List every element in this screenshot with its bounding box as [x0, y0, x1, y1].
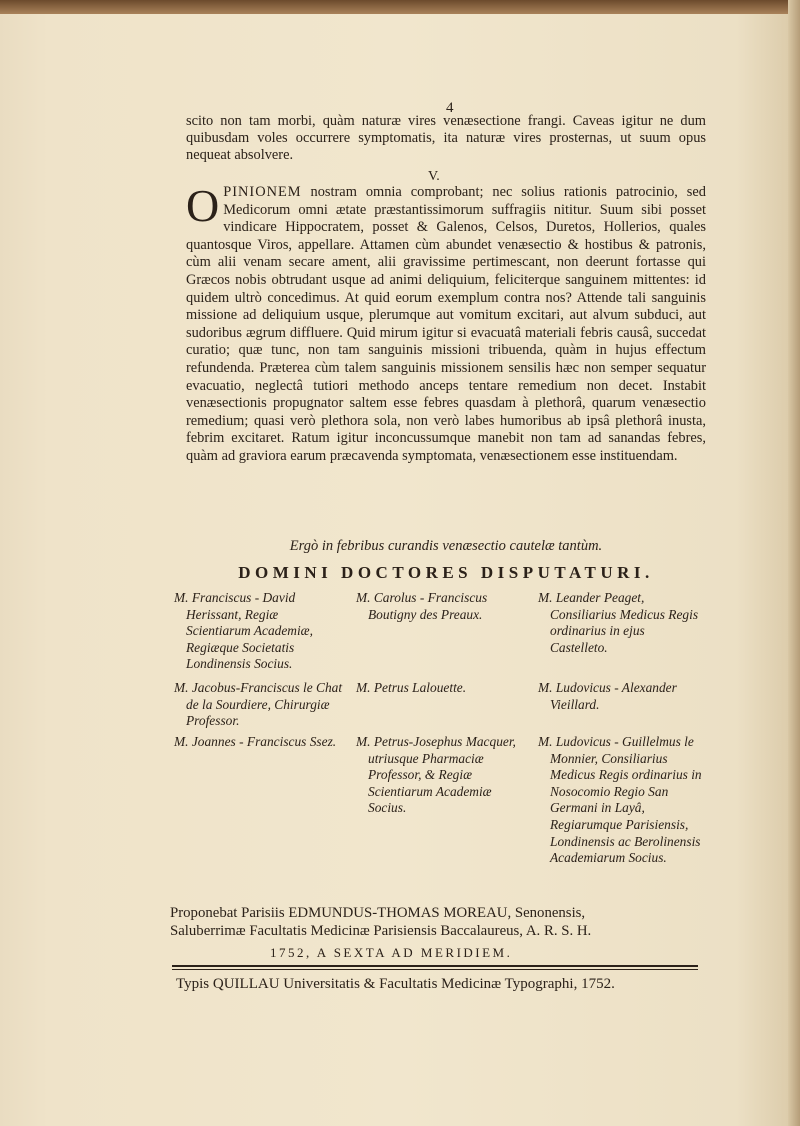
- proponebat-line-1: Proponebat Parisiis EDMUNDUS-THOMAS MOREAU, Senonensis,: [170, 905, 586, 921]
- proponebat-block: [170, 905, 710, 940]
- paragraph-opinionem: [186, 180, 706, 466]
- doctor-entry: M. Leander Peaget, Consiliarius Medicus Regis ordinarius in ejus Castelleto.: [538, 590, 699, 655]
- book-top-edge: [0, 0, 800, 14]
- doctor-entry: M. Petrus Lalouette.: [356, 680, 467, 695]
- doctor-entry: M. Ludovicus - Guillelmus le Monnier, Consiliarius Medicus Regis ordinarius in Nosocomio Regio San Germani in Layâ, Regiarumque Parisiensis, Londinensis ac Berolinensis Academiarum Socius.: [538, 734, 702, 866]
- page-number: 4: [446, 100, 454, 116]
- doctor-entry: M. Carolus - Franciscus Boutigny des Preaux.: [356, 590, 488, 622]
- paragraph-continuation: scito non tam morbi, quàm naturæ vires venæsectione frangi. Caveas igitur ne dum quibusdam voles occurrere symptomatis, ita naturæ vires prosternas, ut suum opus nequeat absolvere.: [186, 113, 706, 164]
- doctor-entry: M. Ludovicus - Alexander Vieillard.: [538, 680, 677, 712]
- book-right-edge: [788, 0, 800, 1126]
- divider-rule-thin: [172, 969, 698, 970]
- date-line: 1752, A SEXTA AD MERIDIEM.: [270, 945, 513, 960]
- paragraph-body: nostram omnia comprobant; nec solius rationis patrocinio, sed Medicorum omni ætate præstantissimorum suffragiis nititur. Suum sibi posset vindicare Hippocratem, posset & Galenos, Celsos, Duretos, Hollerios, quales quantosque Viros, appellare. Attamen cùm abundet venæsectio & hostibus & patronis, cùm alii venam secare ament, alii gravissime pertimescant, non deerunt fortasse qui Græcos nobis obtrudant usque ad animi deliquium, feliciterque sanguinem mittentes: id quidem ultrò concedimus. At quid eorum exemplum contra nos? Attende tali sanguinis missione ad deliquium usque, plerumque aut vomitum excitari, aut alvum subduci, aut sudoribus ægrum diffluere. Quid mirum igitur si evacuatâ materiali febris causâ, succedat curatio; quæ tunc, non tam sanguinis missioni tribuenda, quàm in hujus effectum refundenda. Præterea cùm talem sanguinis missionem sensilis hæc non semper sequatur evacuatio, neglectâ tutiori methodo anceps tentare remedium non decet. Instabit venæsectionis propugnator saltem esse febres quasdam à plethorâ, quarum venæsectio remedium; quasi verò plethora sola, non verò labes humoribus ab ipsâ plethorâ inusta, febrim excitaret. Ratum igitur inconcussumque manebit non tam ad sanandas febres, quàm ad graviora earum præcavenda symptomata, venæsectionem esse instituendam.: [186, 184, 706, 464]
- doctor-entry: M. Joannes - Franciscus Ssez.: [174, 734, 337, 749]
- doctor-entry: M. Petrus-Josephus Macquer, utriusque Pharmaciæ Professor, & Regiæ Scientiarum Academiæ Socius.: [356, 734, 516, 816]
- doctors-heading: DOMINI DOCTORES DISPUTATURI.: [238, 563, 654, 582]
- doctor-entry: M. Jacobus-Franciscus le Chat de la Sourdiere, Chirurgiæ Professor.: [174, 680, 343, 729]
- divider-rule: [172, 965, 698, 967]
- proponebat-line-2: Saluberrimæ Facultatis Medicinæ Parisiensis Baccalaureus, A. R. S. H.: [170, 922, 592, 939]
- opening-word: PINIONEM: [223, 184, 302, 200]
- doctor-entry: M. Franciscus - David Herissant, Regiæ Scientiarum Academiæ, Regiæque Societatis Londinensis Socius.: [174, 590, 313, 672]
- section-number: V.: [428, 169, 440, 184]
- printer-imprint: Typis QUILLAU Universitatis & Facultatis Medicinæ Typographi, 1752.: [176, 976, 615, 992]
- conclusion-line: Ergò in febribus curandis venæsectio cautelæ tantùm.: [289, 538, 603, 554]
- drop-cap: O: [186, 180, 220, 231]
